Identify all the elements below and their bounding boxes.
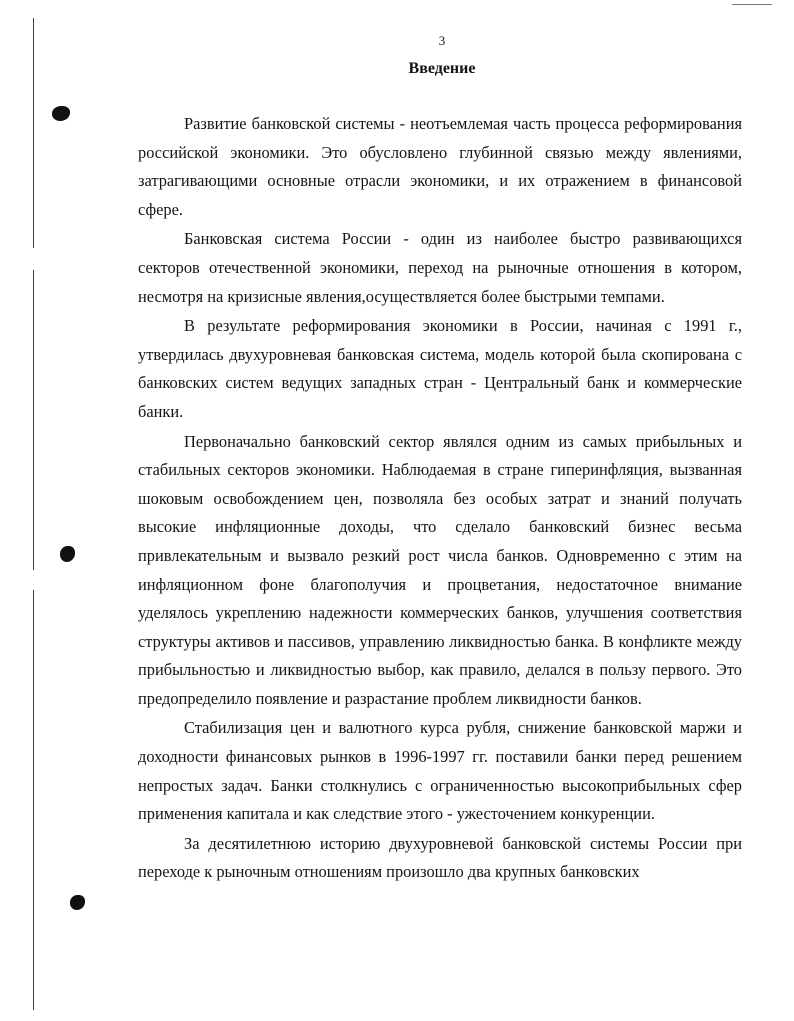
paragraph-5: Стабилизация цен и валютного курса рубля, снижение банковской маржи и доходности финансовых рынков в 1996-1997 гг. поставили банки перед решением непростых задач. Банки столкнулись с ограниченностью высокоприбыльных сфер применения капитала и как следствие этого - ужесточением конкуренции. bbox=[138, 718, 742, 824]
page-title: Введение bbox=[408, 60, 476, 77]
binding-line-top bbox=[33, 18, 34, 248]
paragraph-3: В результате реформирования экономики в России, начиная с 1991 г., утвердилась двухуровневая банковская система, модель которой была скопирована с банковских систем ведущих западных стран - Центральный банк и коммерческие банки. bbox=[138, 316, 742, 421]
punch-hole-middle bbox=[60, 546, 75, 562]
binding-line-middle bbox=[33, 270, 34, 570]
binding-line-bottom bbox=[33, 590, 34, 1010]
punch-hole-bottom bbox=[70, 895, 85, 910]
paragraph-6: За десятилетнюю историю двухуровневой банковской системы России при переходе к рыночным отношениям произошло два крупных банковских bbox=[138, 833, 742, 882]
paragraph-4: Первоначально банковский сектор являлся одним из самых прибыльных и стабильных секторов экономики. Наблюдаемая в стране гиперинфляция, вызванная шоковым освобождением цен, позволяла без особых затрат и знаний получать высокие инфляционные доходы, что сделало банковский бизнес весьма привлекательным и вызвало резкий рост числа банков. Одновременно с этим на инфляционном фоне благополучия и процветания, недостаточное внимание уделялось укреплению надежности коммерческих банков, улучшения соответствия структуры активов и пассивов, управлению ликвидностью банка. В конфликте между прибыльностью и ликвидностью выбор, как правило, делался в пользу первого. Это предопределило появление и разрастание проблем ликвидности банков. bbox=[138, 431, 742, 708]
paragraph-1: Развитие банковской системы - неотъемлемая часть процесса реформирования российской экономики. Это обусловлено глубинной связью между явлениями, затрагивающими основные отрасли экономики, и их отражением в финансовой сфере. bbox=[138, 114, 742, 219]
punch-hole-top bbox=[52, 106, 70, 121]
paragraph-2: Банковская система России - один из наиболее быстро развивающихся секторов отечественной экономики, переход на рыночные отношения в котором, несмотря на кризисные явления,осуществляется более быстрыми темпами. bbox=[138, 229, 742, 306]
page-number: 3 bbox=[438, 33, 446, 48]
document-body bbox=[138, 110, 742, 887]
scan-corner-mark bbox=[732, 4, 772, 5]
